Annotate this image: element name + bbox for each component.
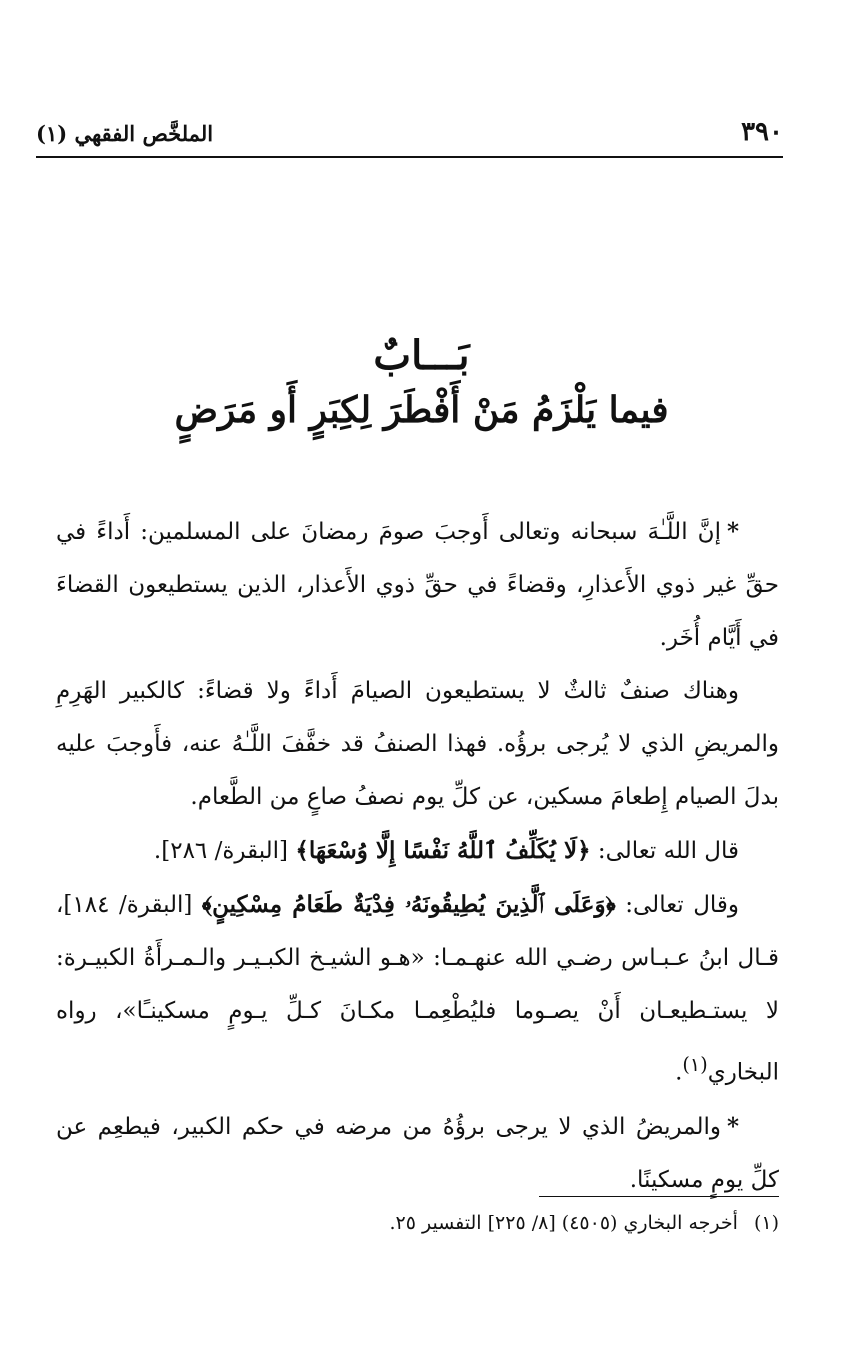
body-text [56, 505, 779, 1207]
paragraph-4 [56, 878, 779, 1100]
book-title: الملخَّص الفقهي (١) [36, 121, 214, 146]
footnote [56, 1206, 779, 1240]
paragraph-2 [56, 665, 779, 824]
bullet-star: * [726, 1112, 739, 1140]
verse-intro: قال الله تعالى: [597, 838, 739, 864]
sentence-end: . [675, 1059, 683, 1086]
bullet-star: * [726, 518, 739, 545]
verse-intro: وقال تعالى: [625, 892, 740, 918]
hadith-text: قـال ابنُ عـبـاس رضـي الله عنهـمـا: «هـو الشيـخ الكبـيـر والـمـرأَةُ الكبيـرة: لا يستـطيعـان أَنْ يصـوما فليُطْعِمـا مكـانَ كـلِّ يـومٍ مسكينـًا»، رواه البخاري [56, 945, 779, 1086]
chapter-label: بَـــابٌ [373, 332, 470, 379]
paragraph-5 [56, 1100, 779, 1207]
page-number: ٣٩٠ [741, 117, 783, 147]
paragraph-1-text: إنَّ اللَّـٰهَ سبحانه وتعالى أَوجبَ صومَ رمضانَ على المسلمين: أَداءً في حقِّ غير ذوي الأَعذارِ، وقضاءً في حقِّ ذوي الأَعذار، الذين يستطيعون القضاءَ في أَيَّام أُخَر. [56, 519, 779, 651]
footnote-divider [539, 1196, 779, 1197]
quran-verse: ﴿وَعَلَى ٱلَّذِينَ يُطِيقُونَهُۥ فِدْيَةٌ طَعَامُ مِسْكِينٍ﴾ [201, 891, 616, 918]
paragraph-2-text: وهناك صنفٌ ثالثٌ لا يستطيعون الصيامَ أَداءً ولا قضاءً: كالكبير الهَرِمِ والمريضِ الذي لا يُرجى برؤُه. فهذا الصنفُ قد خفَّفَ اللَّـٰهُ عنه، فأَوجبَ عليه بدلَ الصيام إِطعامَ مسكين، عن كلِّ يوم نصفُ صاعٍ من الطَّعام. [56, 678, 779, 810]
verse-reference: [البقرة/ ١٨٤]، [56, 892, 193, 918]
footnote-marker[interactable]: (١) [682, 1053, 708, 1076]
footnote-number: (١) [753, 1212, 779, 1234]
paragraph-1 [56, 505, 779, 665]
paragraph-3 [56, 824, 779, 878]
running-header [36, 112, 783, 158]
paragraph-5-text: والمريضُ الذي لا يرجى برؤُهُ من مرضه في حكم الكبير، فيطعِم عن كلِّ يومٍ مسكينًا. [56, 1113, 779, 1193]
chapter-title: فيما يَلْزَمُ مَنْ أَفْطَرَ لِكِبَرٍ أَو مَرَضٍ [174, 389, 669, 431]
quran-verse: ﴿لَا يُكَلِّفُ ٱللَّهُ نَفْسًا إِلَّا وُسْعَهَا﴾ [295, 837, 591, 864]
footnote-text: أخرجه البخاري (٤٥٠٥) [٨/ ٢٢٥] التفسير ٢٥. [389, 1212, 738, 1234]
verse-reference: [البقرة/ ٢٨٦]. [153, 838, 289, 864]
